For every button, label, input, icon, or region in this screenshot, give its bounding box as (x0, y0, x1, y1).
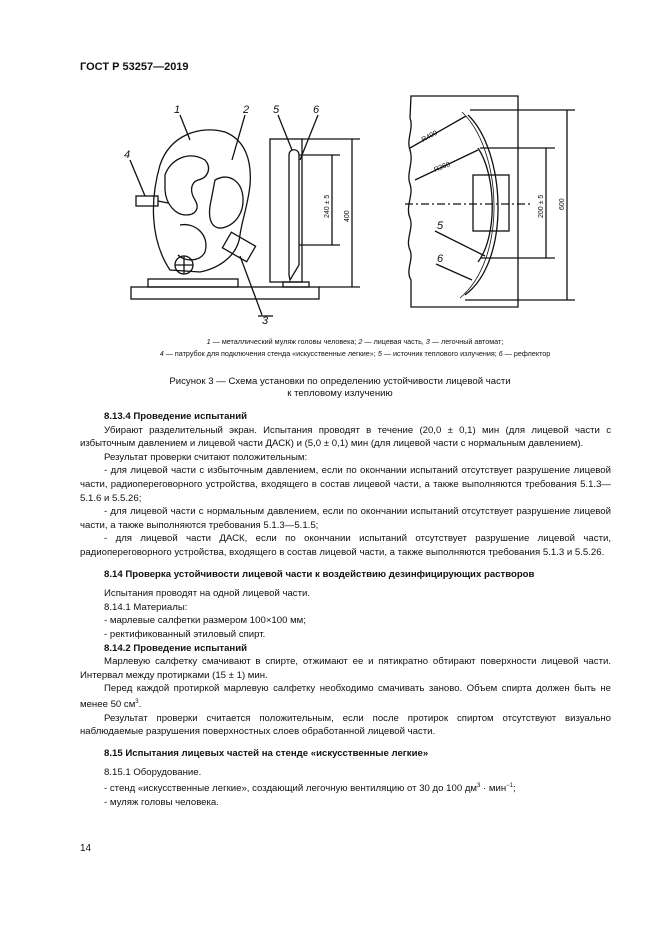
head-outline (153, 130, 250, 272)
paragraph: - ректификованный этиловый спирт. (104, 628, 266, 640)
mannequin-stand (148, 279, 238, 287)
right-label-6: 6 (437, 253, 444, 265)
right-label-5: 5 (437, 220, 444, 232)
label-3: 3 (262, 315, 269, 327)
visor (210, 177, 244, 228)
heat-source (289, 150, 299, 280)
paragraph: - для лицевой части ДАСК, если по окончании испытаний отсутствует разрушение лицевой части, радиопереговорного устройства, входящего в состав лицевой части, а также выполняются требования 5.1.3 и 5.5.26. (80, 533, 611, 558)
mask-lower (178, 225, 206, 260)
figure-caption-line-2: к тепловому излучению (287, 388, 393, 399)
installation-diagram (0, 0, 661, 330)
page-number: 14 (80, 843, 92, 854)
paragraph: 8.14.1 Материалы: (104, 601, 188, 613)
dim-400: 400 (344, 210, 351, 222)
section-8-14-heading: 8.14 Проверка устойчивости лицевой части к воздействию дезинфицирующих растворов (104, 568, 535, 580)
mask-part (165, 156, 209, 215)
figure-caption-line-1: Рисунок 3 — Схема установки по определению устойчивости лицевой части (169, 376, 511, 387)
main-text (80, 410, 611, 809)
label-2: 2 (243, 104, 250, 116)
label-6: 6 (313, 104, 320, 116)
base-plate (131, 287, 319, 299)
paragraph: 8.15.1 Оборудование. (104, 767, 202, 779)
label-4: 4 (124, 149, 131, 161)
dim-r368: R368 (433, 161, 452, 174)
label-5: 5 (273, 104, 280, 116)
dim-600: 600 (559, 198, 566, 210)
reflector-panel (270, 139, 302, 282)
paragraph: - стенд «искусственные легкие», создающий легочную вентиляцию от 30 до 100 $дм^3 \cdot мин^{-1}$; (104, 783, 516, 795)
heat-source-box (473, 175, 509, 231)
paragraph: Убирают разделительный экран. Испытания проводят в течение (20,0 ± 0,1) мин (для лицевой части с избыточным давлением и лицевой части ДАСК) и (5,0 ± 0,1) мин (для лицевой части с нормальным давлением). (80, 424, 611, 450)
reflector-arc-inner (478, 148, 492, 262)
paragraph: Испытания проводят на одной лицевой части. (104, 588, 311, 600)
paragraph: - муляж головы человека. (104, 796, 219, 808)
paragraph: Марлевую салфетку смачивают в спирте, отжимают ее и пятикратно обтирают поверхности лицевой части. Интервал между протирками (15 ± 1) мин. (80, 656, 611, 681)
dim-240: 240 ± 5 (324, 194, 331, 218)
paragraph: Перед каждой протиркой марлевую салфетку необходимо смачивать заново. Объем спирта должен быть не менее 50 $см^3$. (80, 683, 611, 711)
section-8-15-heading: 8.15 Испытания лицевых частей на стенде «искусственные легкие» (104, 747, 429, 759)
paragraph: Результат проверки считается положительным, если после протирок спиртом отсутствуют визуально наблюдаемые разрушения поверхностных слоев обработанной лицевой части. (80, 712, 611, 738)
dim-r400: R400 (420, 129, 439, 144)
reflector-arc-outer (465, 115, 498, 295)
figure-legend-line-2: 4 — патрубок для подключения стенда «искусственные легкие»; 5 — источник теплового излучения; 6 — рефлектор (159, 349, 551, 358)
section-8-14-2-heading: 8.14.2 Проведение испытаний (104, 642, 248, 654)
section-8-13-4-heading: 8.13.4 Проведение испытаний (104, 411, 248, 422)
dim-200: 200 ± 5 (538, 194, 545, 218)
breathing-valve (222, 232, 255, 262)
label-1: 1 (174, 104, 181, 116)
chamber-outline (408, 96, 518, 307)
paragraph: - марлевые салфетки размером 100×100 мм; (104, 615, 306, 627)
paragraph: - для лицевой части с избыточным давлением, если по окончании испытаний отсутствует разрушение лицевой части, радиопереговорного устройства, входящего в состав лицевой части, а также выполняются требования 5.1.3—5.1.6 и 5.5.26; (80, 465, 611, 504)
tube-connector (136, 196, 158, 206)
paragraph: - для лицевой части с нормальным давлением, если по окончании испытаний отсутствует разрушение лицевой части, а также выполняются требования 5.1.3—5.1.5; (80, 506, 611, 531)
document-header: ГОСТ Р 53257—2019 (80, 61, 189, 73)
paragraph: Результат проверки считают положительным: (104, 451, 308, 463)
figure-legend-line-1: 1 — металлический муляж головы человека; 2 — лицевая часть, 3 — легочный автомат; (206, 337, 504, 346)
